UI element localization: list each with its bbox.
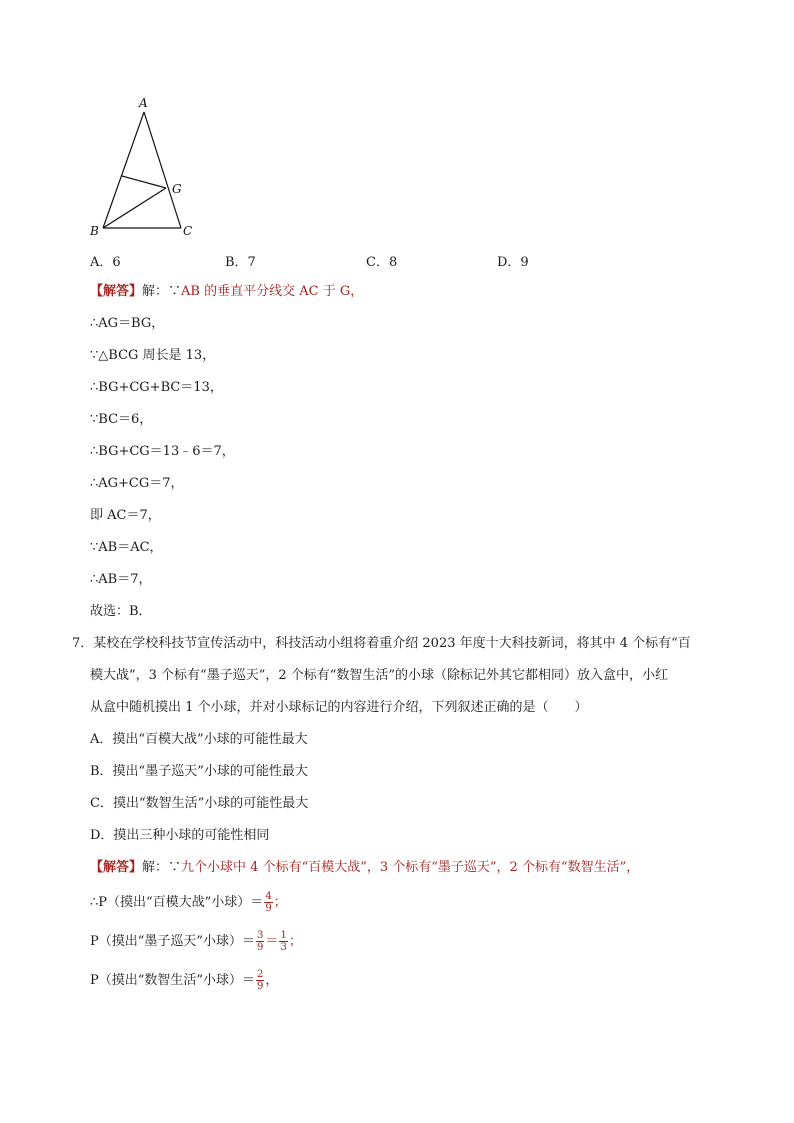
q7-solution-first-line [90,859,639,877]
q7-probability-line-3 [90,968,278,994]
q6-solution-line: ∴BG+CG+BC＝13， [90,380,223,395]
solution-lead: 解：∵ [142,284,182,299]
q6-solution-line: ∴BG+CG＝13﹣6＝7， [90,444,235,459]
fraction-numerator: 4 [265,891,272,902]
q7-option-b: B．摸出“墨子巡天”小球的可能性最大 [90,764,308,779]
probability-label: P（摸出“数智生活”小球）＝ [90,973,256,988]
punctuation: ； [273,895,287,910]
fraction-numerator: 2 [257,969,264,980]
fraction [279,930,287,953]
q6-solution-first-line [90,283,363,301]
punctuation: ， [265,973,279,988]
q6-option-a: A．6 [90,255,121,270]
label-g: G [172,182,182,196]
q7-option-c: C．摸出“数智生活”小球的可能性最大 [90,796,309,811]
fraction-numerator: 1 [280,930,287,941]
q6-solution-conclusion: 故选：B． [90,604,152,619]
solution-lead: 解：∵ [142,860,182,875]
q6-solution-line: ∴AB＝7， [90,572,152,587]
q7-probability-line-2 [90,929,302,955]
equals-sign: ＝ [265,934,279,949]
fraction-numerator: 3 [257,930,264,941]
q7-option-a: A．摸出“百模大战”小球的可能性最大 [90,732,308,747]
fraction [256,969,264,992]
q7-stem-line: 从盒中随机摸出 1 个小球，并对小球标记的内容进行介绍，下列叙述正确的是（ ） [90,700,588,715]
solution-premise: 九个小球中 4 个标有“百模大战”，3 个标有“墨子巡天”，2 个标有“数智生活”， [181,860,640,875]
solution-tag: 【解答】 [90,284,143,299]
q6-option-c: C．8 [366,255,398,270]
q6-solution-line: ∵△BCG 周长是 13， [90,348,216,363]
label-c: C [183,224,193,238]
fraction-denominator: 9 [257,942,264,953]
q6-solution-line: ∴AG+CG＝7， [90,476,184,491]
q7-option-d: D．摸出三种小球的可能性相同 [90,828,270,843]
side-ac [144,112,181,228]
punctuation: ； [288,934,302,949]
label-b: B [90,224,99,238]
fraction [264,891,272,914]
q7-stem-line: 7．某校在学校科技节宣传活动中，科技活动小组将着重介绍 2023 年度十大科技新词，将其中 4 个标有“百 [72,636,691,651]
probability-label: ∴P（摸出“百模大战”小球）＝ [90,895,264,910]
q6-solution-line: ∵BC＝6， [90,412,153,427]
fraction-denominator: 9 [265,903,272,914]
solution-tag: 【解答】 [90,860,143,875]
perpendicular-bisector-segment [122,176,166,188]
side-ab [103,112,144,228]
solution-premise: AB 的垂直平分线交 AC 于 G， [181,284,364,299]
fraction-denominator: 3 [280,942,287,953]
q7-probability-line-1 [90,890,287,916]
fraction-denominator: 9 [257,981,264,992]
probability-label: P（摸出“墨子巡天”小球）＝ [90,934,256,949]
segment-bg [103,188,166,228]
q6-solution-line: 即 AC＝7， [90,508,161,523]
q6-solution-line: ∵AB＝AC， [90,540,163,555]
fraction [256,930,264,953]
q6-option-d: D．9 [497,255,529,270]
triangle-diagram [86,92,206,240]
q6-option-b: B．7 [225,255,256,270]
triangle-figure [86,92,206,240]
q6-solution-line: ∴AG＝BG， [90,316,165,331]
label-a: A [139,96,148,110]
q7-stem-line: 模大战”，3 个标有“墨子巡天”，2 个标有“数智生活”的小球（除标记外其它都相同）放入盒中，小红 [90,668,669,683]
